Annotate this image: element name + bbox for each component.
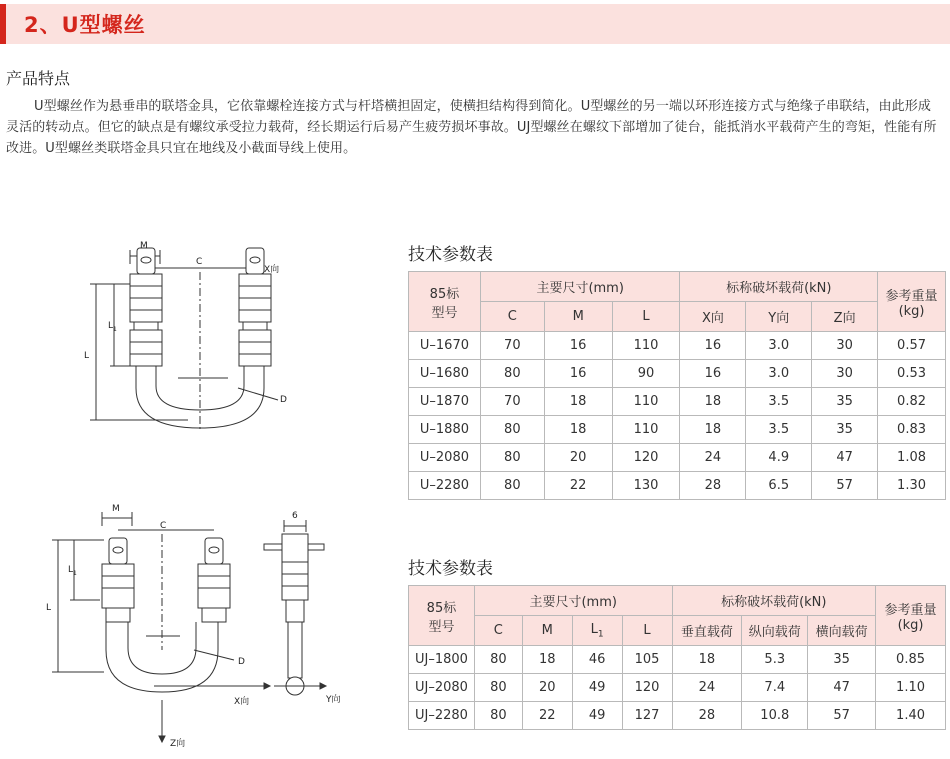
table1-subhead: X向 [680, 302, 746, 332]
table1-subhead: Y向 [746, 302, 812, 332]
table2-weight-header: 参考重量 (kg) [876, 586, 946, 646]
table-cell: 3.5 [746, 388, 812, 416]
table-cell: 57 [812, 472, 878, 500]
diagram2-label-c: C [160, 521, 167, 531]
diagram2-label-y: Y向 [326, 695, 341, 705]
table1-subhead: Z向 [812, 302, 878, 332]
table-cell: 18 [544, 416, 612, 444]
section-title: 2、U型螺丝 [24, 13, 146, 37]
table-cell: 130 [612, 472, 680, 500]
diagram1-label-c: C [196, 257, 203, 267]
table-cell: 80 [474, 702, 522, 730]
table-cell: 127 [622, 702, 672, 730]
table-cell: 57 [808, 702, 876, 730]
table-cell: 5.3 [742, 646, 808, 674]
table2-dims-header: 主要尺寸(mm) [474, 586, 672, 616]
diagram1-label-l1: $L_1$ [108, 321, 117, 333]
table-cell: 22 [544, 472, 612, 500]
diagram2-label-z: Z向 [170, 739, 186, 749]
table-cell: 110 [612, 332, 680, 360]
table-cell: UJ–2280 [409, 702, 475, 730]
table-cell: 0.57 [878, 332, 946, 360]
table-row [409, 674, 946, 702]
table-cell: 47 [808, 674, 876, 702]
table-cell: 18 [522, 646, 572, 674]
table-cell: 0.53 [878, 360, 946, 388]
table-cell: 110 [612, 388, 680, 416]
table2 [408, 585, 946, 730]
table-cell: 16 [544, 332, 612, 360]
table-cell: 0.82 [878, 388, 946, 416]
table2-subhead-l1: $L_1$ [572, 616, 622, 646]
table2-subhead: 纵向载荷 [742, 616, 808, 646]
table-row [409, 416, 946, 444]
diagram2-label-x: X向 [234, 697, 250, 707]
table2-title: 技术参数表 [408, 559, 493, 579]
table-cell: 49 [572, 702, 622, 730]
diagram2-label-d: D [238, 657, 245, 667]
table-cell: 80 [474, 674, 522, 702]
table-cell: 120 [612, 444, 680, 472]
table-cell: 3.0 [746, 332, 812, 360]
table-cell: UJ–1800 [409, 646, 475, 674]
table-cell: 20 [544, 444, 612, 472]
table-cell: 18 [544, 388, 612, 416]
table-cell: 1.08 [878, 444, 946, 472]
table-cell: 80 [480, 360, 544, 388]
diagram1-label-l: L [84, 351, 90, 361]
table-cell: U–2080 [409, 444, 481, 472]
table-cell: 1.40 [876, 702, 946, 730]
table-cell: UJ–2080 [409, 674, 475, 702]
diagram2-label-m: M [112, 504, 120, 514]
table-cell: U–2280 [409, 472, 481, 500]
table-cell: 10.8 [742, 702, 808, 730]
table-cell: 47 [812, 444, 878, 472]
table-row [409, 360, 946, 388]
table-cell: 6.5 [746, 472, 812, 500]
table-cell: 3.0 [746, 360, 812, 388]
table-cell: 70 [480, 332, 544, 360]
features-paragraph: U型螺丝作为悬垂串的联塔金具，它依靠螺栓连接方式与杆塔横担固定，使横担结构得到简化。U型螺丝的另一端以环形连接方式与绝缘子串联结，由此形成灵活的转动点。但它的缺点是有螺纹承受拉力载荷，经长期运行后易产生疲劳损坏事故。UJ型螺丝在螺纹下部增加了徒台，能抵消水平载荷产生的弯矩，性能有所改进。U型螺丝类联塔金具只宜在地线及小截面导线上使用。 [6, 99, 937, 156]
table-cell: 20 [522, 674, 572, 702]
features-heading: 产品特点 [6, 69, 71, 88]
table-cell: 24 [672, 674, 742, 702]
table-cell: 18 [672, 646, 742, 674]
diagram1-label-d: D [280, 395, 287, 405]
table2-subhead: C [474, 616, 522, 646]
table-cell: 70 [480, 388, 544, 416]
table-cell: 46 [572, 646, 622, 674]
table-cell: 28 [672, 702, 742, 730]
table-row [409, 646, 946, 674]
diagram2-label-l1: $L_1$ [68, 565, 77, 577]
table-row [409, 472, 946, 500]
table-cell: 35 [808, 646, 876, 674]
table-cell: 1.30 [878, 472, 946, 500]
table-cell: 30 [812, 332, 878, 360]
table-cell: U–1670 [409, 332, 481, 360]
diagram1-label-x: X向 [264, 265, 280, 275]
table-cell: 30 [812, 360, 878, 388]
table-cell: 18 [680, 416, 746, 444]
table1-subhead: M [544, 302, 612, 332]
table-cell: 35 [812, 416, 878, 444]
table1-title: 技术参数表 [408, 245, 493, 265]
table-cell: 35 [812, 388, 878, 416]
table-cell: 49 [572, 674, 622, 702]
table-cell: 0.85 [876, 646, 946, 674]
table-cell: 1.10 [876, 674, 946, 702]
uj-bolt-diagram [44, 500, 374, 755]
table-row [409, 444, 946, 472]
header-accent-bar [0, 4, 6, 44]
table-cell: 7.4 [742, 674, 808, 702]
table1 [408, 271, 946, 500]
table2-load-header: 标称破坏载荷(kN) [672, 586, 876, 616]
table-cell: 28 [680, 472, 746, 500]
table-cell: 16 [544, 360, 612, 388]
table-cell: U–1880 [409, 416, 481, 444]
table1-load-header: 标称破坏载荷(kN) [680, 272, 878, 302]
diagram2-label-l: L [46, 603, 52, 613]
table-cell: 3.5 [746, 416, 812, 444]
table-cell: 90 [612, 360, 680, 388]
table-cell: 4.9 [746, 444, 812, 472]
table2-subhead: M [522, 616, 572, 646]
table-cell: 80 [480, 444, 544, 472]
table-cell: 110 [612, 416, 680, 444]
table2-model-header: 85标 型号 [409, 586, 475, 646]
table1-subhead: L [612, 302, 680, 332]
table-cell: 80 [480, 416, 544, 444]
table-cell: 24 [680, 444, 746, 472]
table-cell: 80 [474, 646, 522, 674]
table-cell: U–1870 [409, 388, 481, 416]
table1-dims-header: 主要尺寸(mm) [480, 272, 680, 302]
table2-subhead: 垂直载荷 [672, 616, 742, 646]
u-bolt-diagram [78, 238, 308, 468]
table-cell: 80 [480, 472, 544, 500]
table2-subhead: 横向载荷 [808, 616, 876, 646]
table-cell: U–1680 [409, 360, 481, 388]
table-cell: 105 [622, 646, 672, 674]
table2-subhead: L [622, 616, 672, 646]
table-cell: 18 [680, 388, 746, 416]
table1-weight-header: 参考重量 (kg) [878, 272, 946, 332]
table-cell: 16 [680, 360, 746, 388]
table1-model-header: 85标 型号 [409, 272, 481, 332]
table-row [409, 332, 946, 360]
table-cell: 0.83 [878, 416, 946, 444]
table1-subhead: C [480, 302, 544, 332]
table-cell: 16 [680, 332, 746, 360]
table-cell: 120 [622, 674, 672, 702]
table-cell: 22 [522, 702, 572, 730]
table-row [409, 388, 946, 416]
diagram2-label-six: 6 [292, 511, 298, 521]
table-row [409, 702, 946, 730]
diagram1-label-m: M [140, 241, 148, 251]
